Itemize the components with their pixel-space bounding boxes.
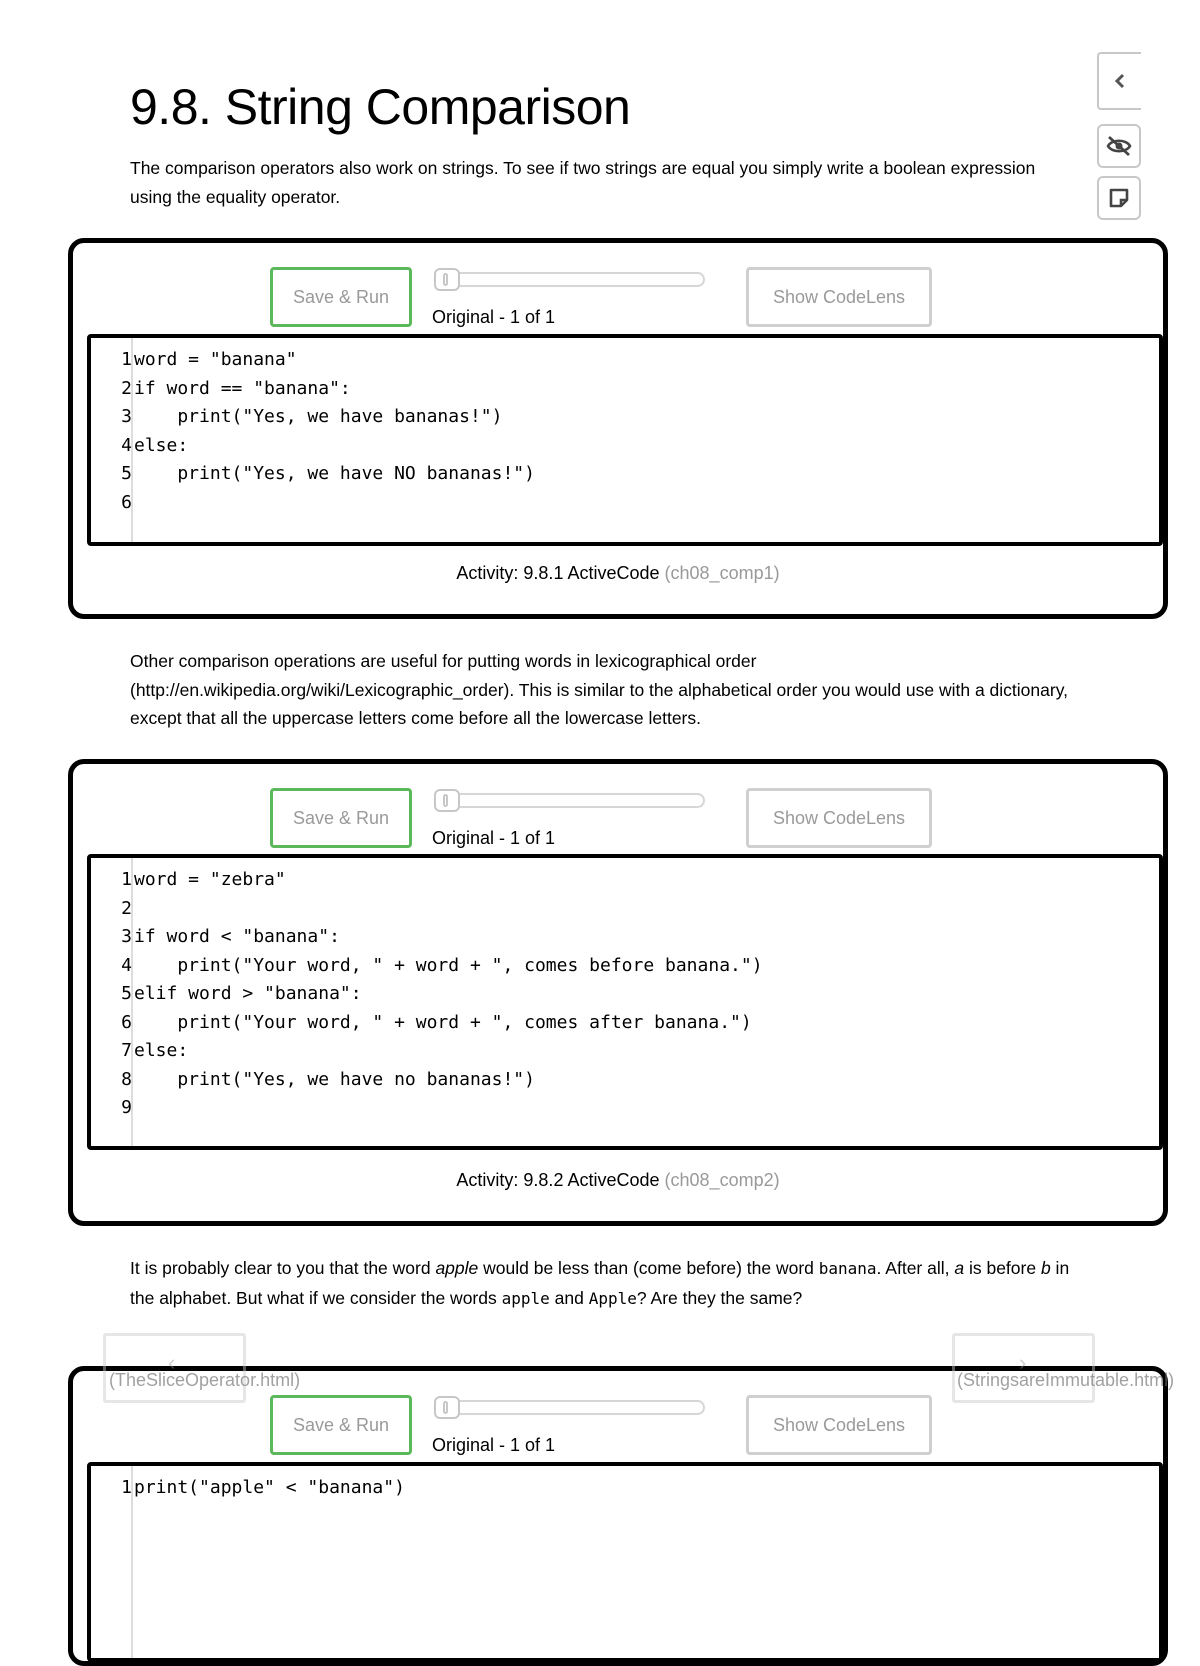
notes-button[interactable] (1097, 176, 1141, 220)
code-editor[interactable] (87, 1462, 1163, 1662)
para-text: would be less than (come before) the word (478, 1258, 819, 1278)
code-apple: apple (501, 1288, 550, 1308)
para-text: It is probably clear to you that the word (130, 1258, 436, 1278)
code-line[interactable] (113, 460, 535, 489)
line-number: 1 (121, 349, 132, 370)
para-text: ? Are they the same? (636, 1287, 803, 1308)
para-text: is before (964, 1258, 1041, 1278)
slider-thumb[interactable] (434, 1396, 460, 1419)
line-number: 7 (121, 1040, 132, 1061)
version-label: Original - 1 of 1 (432, 828, 556, 848)
line-number: 4 (121, 434, 132, 456)
code-lines[interactable] (113, 346, 535, 517)
em-a: a (954, 1258, 965, 1278)
code-line[interactable] (113, 1009, 763, 1038)
code-line[interactable] (113, 1037, 763, 1066)
code-line[interactable] (113, 375, 535, 404)
line-text[interactable]: print("Yes, we have bananas!") (134, 406, 503, 427)
intro-paragraph: The comparison operators also work on strings. To see if two strings are equal you simply write a boolean expression using the equality operator. (130, 158, 1036, 207)
line-number: 4 (121, 954, 132, 976)
line-number: 5 (121, 463, 132, 484)
line-number: 8 (121, 1068, 132, 1090)
para-text: and (549, 1287, 589, 1308)
prev-link-text: (TheSliceOperator.html) (109, 1370, 301, 1390)
line-text[interactable]: print("Your word, " + word + ", comes before banana.") (134, 954, 763, 976)
line-text[interactable]: else: (134, 434, 189, 456)
collapse-sidebar-button[interactable] (1097, 52, 1141, 110)
line-text[interactable]: print("Yes, we have NO bananas!") (134, 463, 535, 484)
activecode-block-2 (68, 759, 1168, 1226)
line-number: 3 (121, 926, 132, 947)
lexicographic-paragraph: Other comparison operations are useful for putting words in lexicographical order (http://en.wikipedia.org/wiki/Lexicographic_order). This is similar to the alphabetical order you would use with a dictionary, except that all the uppercase letters come before all the lowercase letters. (130, 651, 1069, 728)
code-line[interactable] (113, 895, 763, 924)
save-run-button[interactable]: Save & Run (270, 788, 412, 848)
code-lines[interactable] (113, 1474, 405, 1503)
show-codelens-button[interactable]: Show CodeLens (746, 1395, 932, 1455)
version-label: Original - 1 of 1 (432, 1435, 556, 1455)
show-codelens-button[interactable]: Show CodeLens (746, 788, 932, 848)
code-line[interactable] (113, 980, 763, 1009)
code-banana: banana (818, 1259, 877, 1278)
code-line[interactable] (113, 346, 535, 375)
code-editor[interactable] (87, 854, 1163, 1150)
code-line[interactable] (113, 923, 763, 952)
activity-caption (73, 563, 1163, 584)
apple-banana-paragraph (130, 1254, 1075, 1313)
version-label: Original - 1 of 1 (432, 307, 556, 327)
activity-id: (ch08_comp2) (664, 1170, 780, 1190)
line-number: 6 (121, 491, 132, 513)
code-line[interactable] (113, 403, 535, 432)
line-number: 1 (121, 869, 132, 890)
next-page-link[interactable] (952, 1333, 1175, 1403)
line-text[interactable]: if word == "banana": (134, 377, 351, 399)
line-number: 3 (121, 406, 132, 427)
arrow-left-icon: ‹ (168, 1350, 176, 1375)
code-editor[interactable] (87, 334, 1163, 546)
activecode-block-3 (68, 1366, 1168, 1666)
line-number: 2 (121, 377, 132, 399)
line-text[interactable]: if word < "banana": (134, 926, 340, 947)
slider-thumb[interactable] (434, 268, 460, 291)
line-number: 9 (121, 1097, 132, 1118)
activity-label: Activity: 9.8.2 ActiveCode (456, 1170, 660, 1190)
activity-id: (ch08_comp1) (664, 563, 780, 583)
code-line[interactable] (113, 952, 763, 981)
version-slider[interactable] (434, 793, 705, 808)
em-b: b (1040, 1258, 1051, 1278)
line-number: 6 (121, 1011, 132, 1033)
para-text: in the alphabet. But what if we consider the words (130, 1258, 1070, 1308)
hide-annotations-button[interactable] (1097, 124, 1141, 168)
prev-page-link[interactable] (103, 1333, 301, 1403)
activity-label: Activity: 9.8.1 ActiveCode (456, 563, 660, 583)
arrow-right-icon: › (1019, 1350, 1027, 1375)
line-text[interactable]: print("Your word, " + word + ", comes after banana.") (134, 1011, 752, 1033)
sticky-note-icon (1107, 186, 1131, 210)
line-text[interactable]: else: (134, 1040, 189, 1061)
line-number: 5 (121, 983, 132, 1004)
code-line[interactable] (113, 432, 535, 461)
activity-caption (73, 1170, 1163, 1191)
code-line[interactable] (113, 1066, 763, 1095)
line-text[interactable]: word = "banana" (134, 349, 297, 370)
page-title: 9.8. String Comparison (130, 79, 631, 135)
line-text[interactable]: word = "zebra" (134, 869, 286, 890)
em-apple: apple (435, 1258, 479, 1278)
show-codelens-button[interactable]: Show CodeLens (746, 267, 932, 327)
version-slider[interactable] (434, 1400, 705, 1415)
code-line[interactable] (113, 1094, 763, 1123)
para-text: . After all, (876, 1258, 955, 1278)
slider-thumb[interactable] (434, 789, 460, 812)
line-text[interactable]: elif word > "banana": (134, 983, 362, 1004)
next-link-text: (StringsareImmutable.html) (957, 1370, 1175, 1390)
code-line[interactable] (113, 866, 763, 895)
version-slider[interactable] (434, 272, 705, 287)
activecode-block-1 (68, 238, 1168, 619)
chevron-left-icon (1113, 73, 1127, 89)
line-text[interactable]: print("Yes, we have no bananas!") (134, 1068, 535, 1090)
line-number: 1 (121, 1477, 132, 1498)
eye-slash-icon (1105, 134, 1133, 158)
code-Apple: Apple (588, 1288, 637, 1308)
save-run-button[interactable]: Save & Run (270, 267, 412, 327)
save-run-button[interactable]: Save & Run (270, 1395, 412, 1455)
line-text[interactable]: print("apple" < "banana") (134, 1477, 405, 1498)
line-number: 2 (121, 897, 132, 919)
code-line[interactable] (113, 489, 535, 518)
code-lines[interactable] (113, 866, 763, 1123)
code-line[interactable] (113, 1474, 405, 1503)
